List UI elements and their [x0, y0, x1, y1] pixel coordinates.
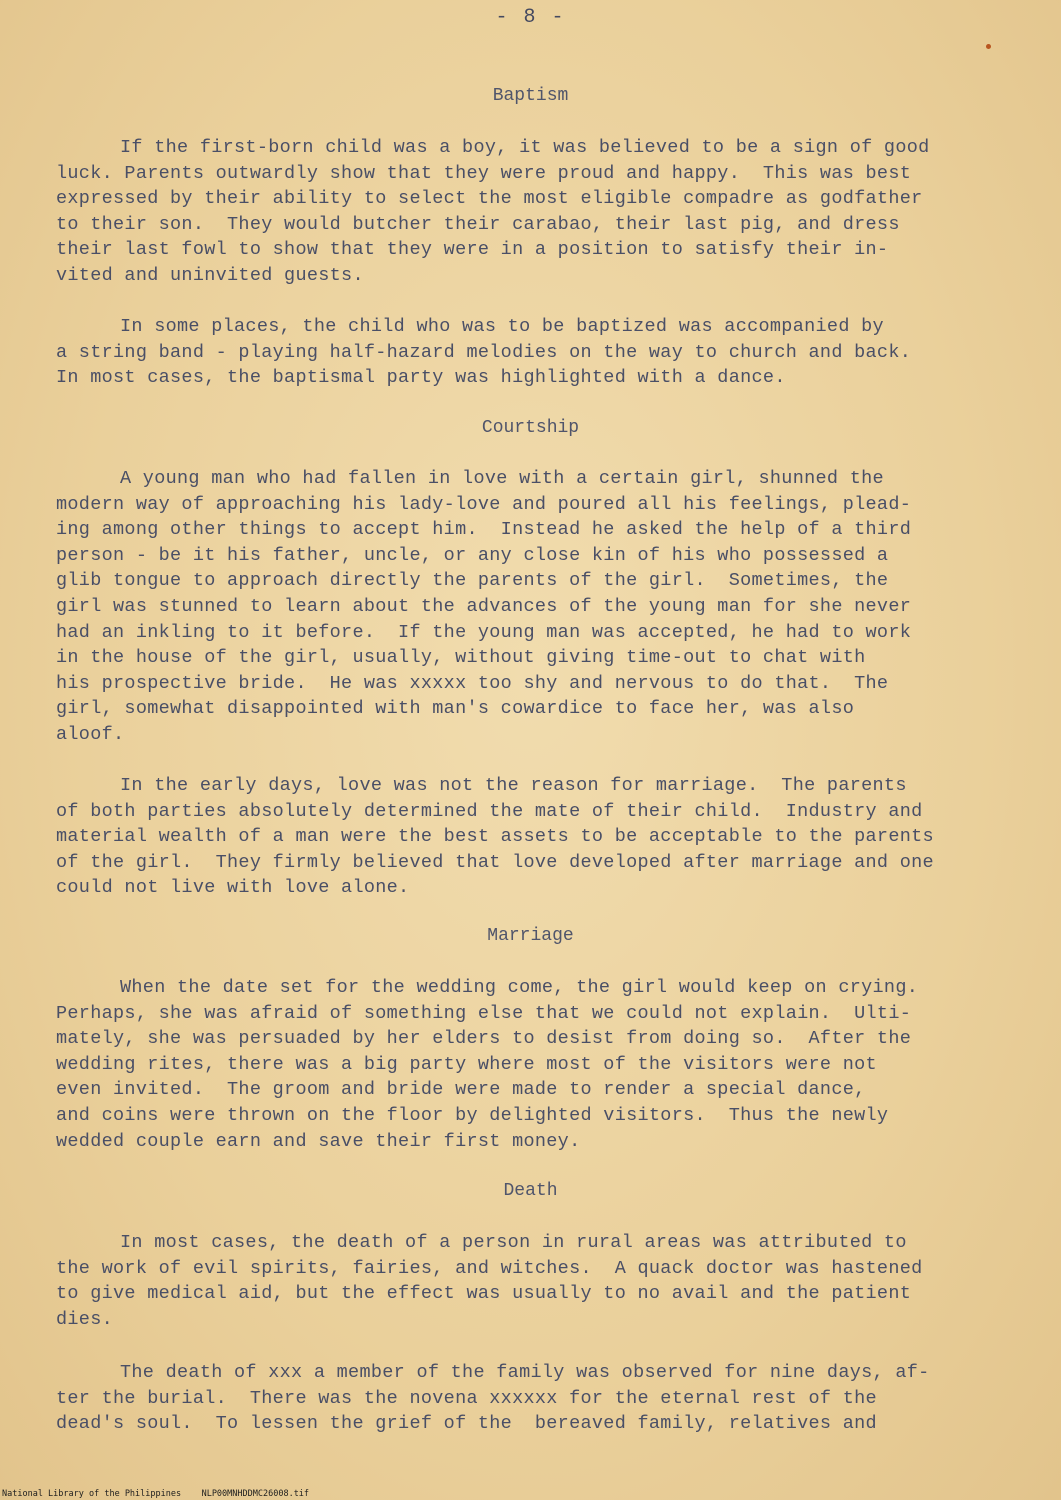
- text-line: wedded couple earn and save their first money.: [56, 1130, 581, 1152]
- text-line: dead's soul. To lessen the grief of the bereaved family, relatives and: [56, 1413, 877, 1435]
- text-line: expressed by their ability to select the most eligible compadre as godfather: [56, 188, 923, 210]
- paragraph: [56, 975, 1006, 1154]
- paragraph: [56, 135, 1006, 289]
- text-line: ter the burial. There was the novena xxxxxx for the eternal rest of the: [56, 1387, 877, 1409]
- paper-speck: [986, 44, 991, 49]
- text-line: vited and uninvited guests.: [56, 264, 364, 286]
- section-heading-death: Death: [503, 1181, 558, 1201]
- text-line: ing among other things to accept him. Instead he asked the help of a third: [56, 519, 912, 541]
- text-line: wedding rites, there was a big party where most of the visitors were not: [56, 1053, 877, 1075]
- text-line: his prospective bride. He was xxxxx too shy and nervous to do that. The: [56, 672, 889, 694]
- text-line: In the early days, love was not the reason for marriage. The parents: [120, 775, 907, 796]
- text-line: of the girl. They firmly believed that love developed after marriage and one: [56, 851, 934, 873]
- paragraph: [56, 314, 1006, 391]
- section-heading-baptism: Baptism: [492, 86, 569, 106]
- text-line: even invited. The groom and bride were made to render a special dance,: [56, 1079, 866, 1101]
- text-line: The death of xxx a member of the family was observed for nine days, af-: [120, 1362, 930, 1383]
- paragraph: [56, 1230, 1006, 1332]
- text-line: modern way of approaching his lady-love and poured all his feelings, plead-: [56, 493, 912, 515]
- text-line: In some places, the child who was to be baptized was accompanied by: [120, 316, 884, 337]
- paragraph: [56, 773, 1006, 901]
- text-line: girl was stunned to learn about the advances of the young man for she never: [56, 595, 912, 617]
- text-line: to their son. They would butcher their carabao, their last pig, and dress: [56, 213, 900, 235]
- text-line: aloof.: [56, 723, 125, 745]
- paragraph: [56, 466, 1006, 748]
- text-line: girl, somewhat disappointed with man's cowardice to face her, was also: [56, 698, 855, 720]
- text-line: and coins were thrown on the floor by delighted visitors. Thus the newly: [56, 1104, 889, 1126]
- text-line: in the house of the girl, usually, without giving time-out to chat with: [56, 647, 866, 669]
- text-line: If the first-born child was a boy, it was believed to be a sign of good: [120, 137, 930, 158]
- text-line: In most cases, the baptismal party was highlighted with a dance.: [56, 367, 786, 389]
- text-line: person - be it his father, uncle, or any close kin of his who possessed a: [56, 544, 889, 566]
- text-line: material wealth of a man were the best assets to be acceptable to the parents: [56, 826, 934, 848]
- text-line: had an inkling to it before. If the young man was accepted, he had to work: [56, 621, 912, 643]
- text-line: the work of evil spirits, fairies, and witches. A quack doctor was hastened: [56, 1257, 923, 1279]
- section-heading-courtship: Courtship: [481, 418, 580, 438]
- text-line: When the date set for the wedding come, the girl would keep on crying.: [120, 977, 919, 998]
- text-line: of both parties absolutely determined the mate of their child. Industry and: [56, 800, 923, 822]
- text-line: luck. Parents outwardly show that they were proud and happy. This was best: [56, 162, 912, 184]
- section-heading-marriage: Marriage: [487, 926, 574, 946]
- text-line: dies.: [56, 1308, 114, 1330]
- paragraph: [56, 1360, 1006, 1437]
- archive-footer: National Library of the Philippines NLP00MNHDDMC26008.tif: [2, 1489, 310, 1499]
- text-line: mately, she was persuaded by her elders to desist from doing so. After the: [56, 1028, 912, 1050]
- text-line: a string band - playing half-hazard melodies on the way to church and back.: [56, 341, 912, 363]
- text-line: A young man who had fallen in love with a certain girl, shunned the: [120, 468, 884, 489]
- text-line: Perhaps, she was afraid of something else that we could not explain. Ulti-: [56, 1002, 912, 1024]
- text-line: could not live with love alone.: [56, 877, 410, 899]
- page-number: - 8 -: [495, 6, 566, 29]
- text-line: their last fowl to show that they were in a position to satisfy their in-: [56, 239, 889, 261]
- text-line: In most cases, the death of a person in rural areas was attributed to: [120, 1232, 907, 1253]
- text-line: glib tongue to approach directly the parents of the girl. Sometimes, the: [56, 570, 889, 592]
- text-line: to give medical aid, but the effect was usually to no avail and the patient: [56, 1283, 912, 1305]
